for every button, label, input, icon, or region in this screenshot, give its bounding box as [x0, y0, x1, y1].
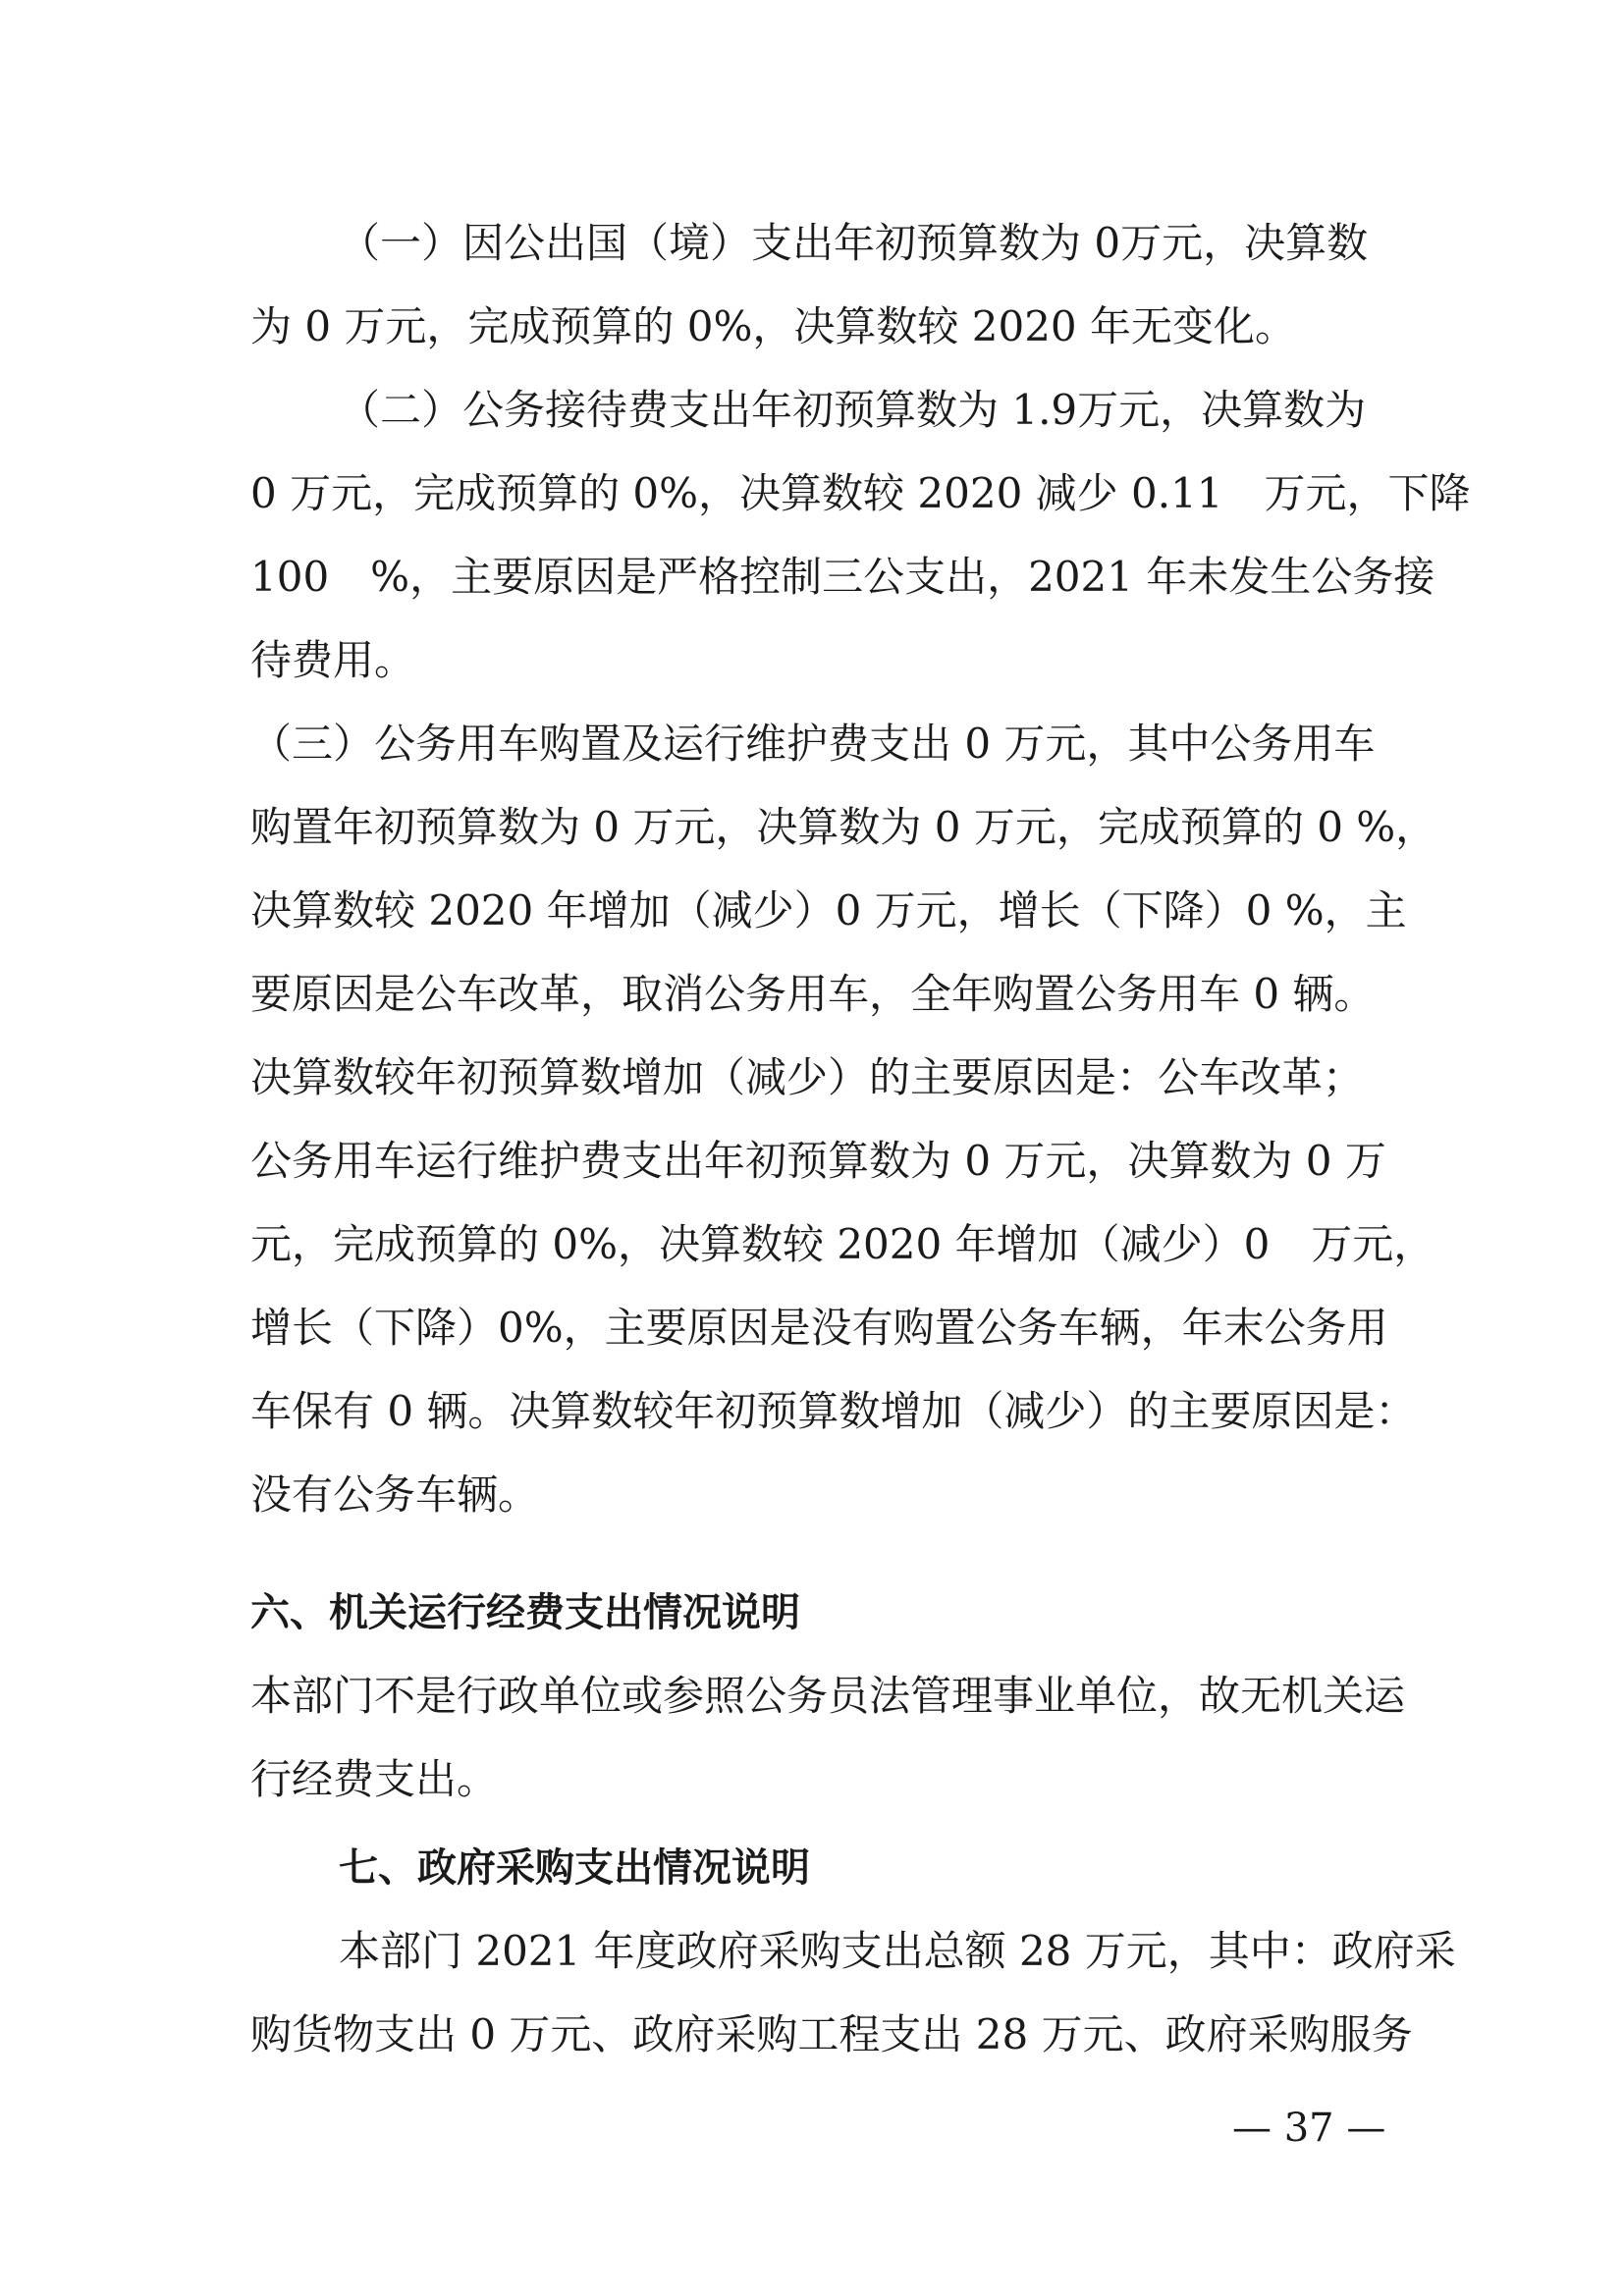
text-line: 决算数较年初预算数增加（减少）的主要原因是：公车改革；	[250, 1053, 1365, 1101]
text-line: 100 %，主要原因是严格控制三公支出，2021 年未发生公务接	[250, 553, 1435, 601]
text-line: 行经费支出。	[250, 1755, 499, 1803]
text-line: （二）公务接待费支出年初预算数为 1.9万元，决算数为	[339, 386, 1367, 434]
text-line: 没有公务车辆。	[250, 1470, 540, 1519]
text-line: 购货物支出 0 万元、政府采购工程支出 28 万元、政府采购服务	[250, 2010, 1413, 2058]
text-line: 要原因是公车改革，取消公务用车，全年购置公务用车 0 辆。	[250, 970, 1376, 1018]
text-line: 本部门 2021 年度政府采购支出总额 28 万元，其中：政府采	[339, 1927, 1456, 1975]
page-number: — 37 —	[1232, 2106, 1386, 2151]
text-line: 为 0 万元，完成预算的 0%，决算数较 2020 年无变化。	[250, 302, 1296, 350]
text-line: 公务用车运行维护费支出年初预算数为 0 万元，决算数为 0 万	[250, 1137, 1386, 1185]
text-line: 待费用。	[250, 636, 416, 684]
text-line: 购置年初预算数为 0 万元，决算数为 0 万元，完成预算的 0 %，	[250, 803, 1437, 851]
text-line: （一）因公出国（境）支出年初预算数为 0万元，决算数	[339, 219, 1369, 267]
text-line: 元，完成预算的 0%，决算数较 2020 年增加（减少）0 万元，	[250, 1220, 1435, 1268]
text-line: 车保有 0 辆。决算数较年初预算数增加（减少）的主要原因是：	[250, 1387, 1417, 1435]
text-line: （三）公务用车购置及运行维护费支出 0 万元，其中公务用车	[250, 720, 1376, 768]
text-line: 本部门不是行政单位或参照公务员法管理事业单位，故无机关运	[250, 1672, 1406, 1720]
section-heading: 七、政府采购支出情况说明	[339, 1845, 810, 1891]
section-heading: 六、机关运行经费支出情况说明	[250, 1590, 800, 1635]
text-line: 0 万元，完成预算的 0%，决算数较 2020 减少 0.11 万元，下降	[250, 469, 1471, 517]
text-line: 决算数较 2020 年增加（减少）0 万元，增长（下降）0 %，主	[250, 886, 1407, 934]
text-line: 增长（下降）0%，主要原因是没有购置公务车辆，年末公务用	[250, 1304, 1388, 1352]
